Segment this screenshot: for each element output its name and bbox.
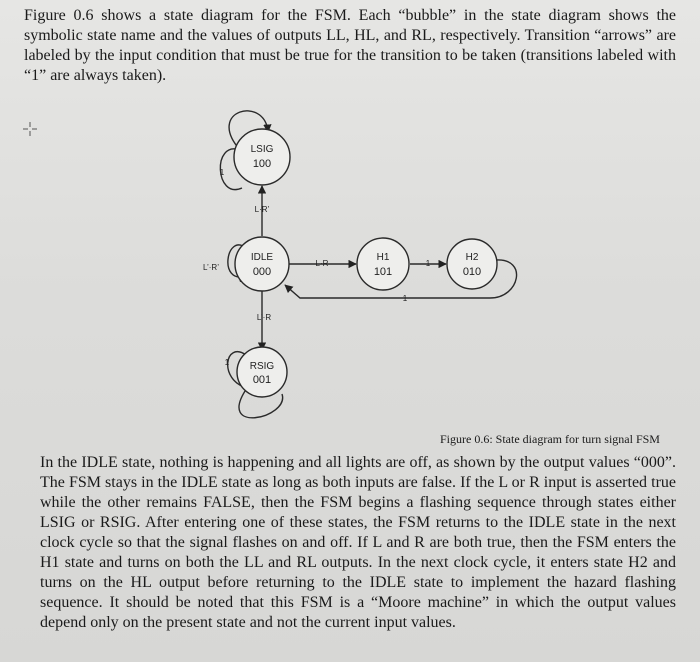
h2-to-idle-label: 1 [402, 294, 408, 303]
figure-caption: Figure 0.6: State diagram for turn signal FSM [440, 432, 660, 446]
state-rsig [237, 347, 287, 397]
idle-to-rsig-label: L’·R [256, 313, 272, 322]
rsig-self-label: 1 [224, 358, 230, 367]
lsig-self-label: 1 [219, 168, 225, 177]
state-h2-name: H2 [465, 252, 479, 263]
idle-self-label: L’·R’ [202, 263, 220, 272]
body-paragraph: In the IDLE state, nothing is happening and all lights are off, as shown by the output values “000”. The FSM stays in the IDLE state as long as both inputs are false. If the L or R input is asserted true while the other remains FALSE, then the FSM begins a flashing sequence through states either LSIG or RSIG. After entering one of these states, the FSM returns to the IDLE state in the next clock cycle so that the signal flashes on and off. If L and R are both true, then the FSM enters the H1 state and turns on both the LL and RL outputs. In the next clock cycle, it enters state H2 and turns on the HL output before returning to the IDLE state to implement the hazard flashing sequence. It should be noted that this FSM is a “Moore machine” in which the output values depend only on the present state and not the current input values. [40, 454, 676, 631]
state-h2-value: 010 [462, 266, 482, 278]
state-rsig-name: RSIG [249, 361, 275, 372]
state-lsig-value: 100 [252, 158, 272, 170]
state-idle-value: 000 [252, 266, 272, 278]
idle-to-lsig-label: L·R’ [254, 205, 270, 214]
state-idle-name: IDLE [250, 252, 274, 263]
intro-paragraph: Figure 0.6 shows a state diagram for the FSM. Each “bubble” in the state diagram shows the symbolic state name and the values of outputs LL, HL, and RL, respectively. Transition “arrows” are labeled by the input condition that must be true for the transition to be taken (transitions labeled with “1” are always taken). [24, 7, 676, 84]
state-idle [235, 237, 289, 291]
state-h1-name: H1 [376, 252, 390, 263]
state-lsig [234, 129, 290, 185]
state-h2 [447, 239, 497, 289]
state-h1-value: 101 [373, 266, 393, 278]
state-rsig-value: 001 [252, 374, 272, 386]
state-h1 [357, 238, 409, 290]
h1-to-h2-label: 1 [425, 259, 431, 268]
idle-to-h1-label: L·R [315, 259, 329, 268]
state-lsig-name: LSIG [250, 144, 274, 155]
